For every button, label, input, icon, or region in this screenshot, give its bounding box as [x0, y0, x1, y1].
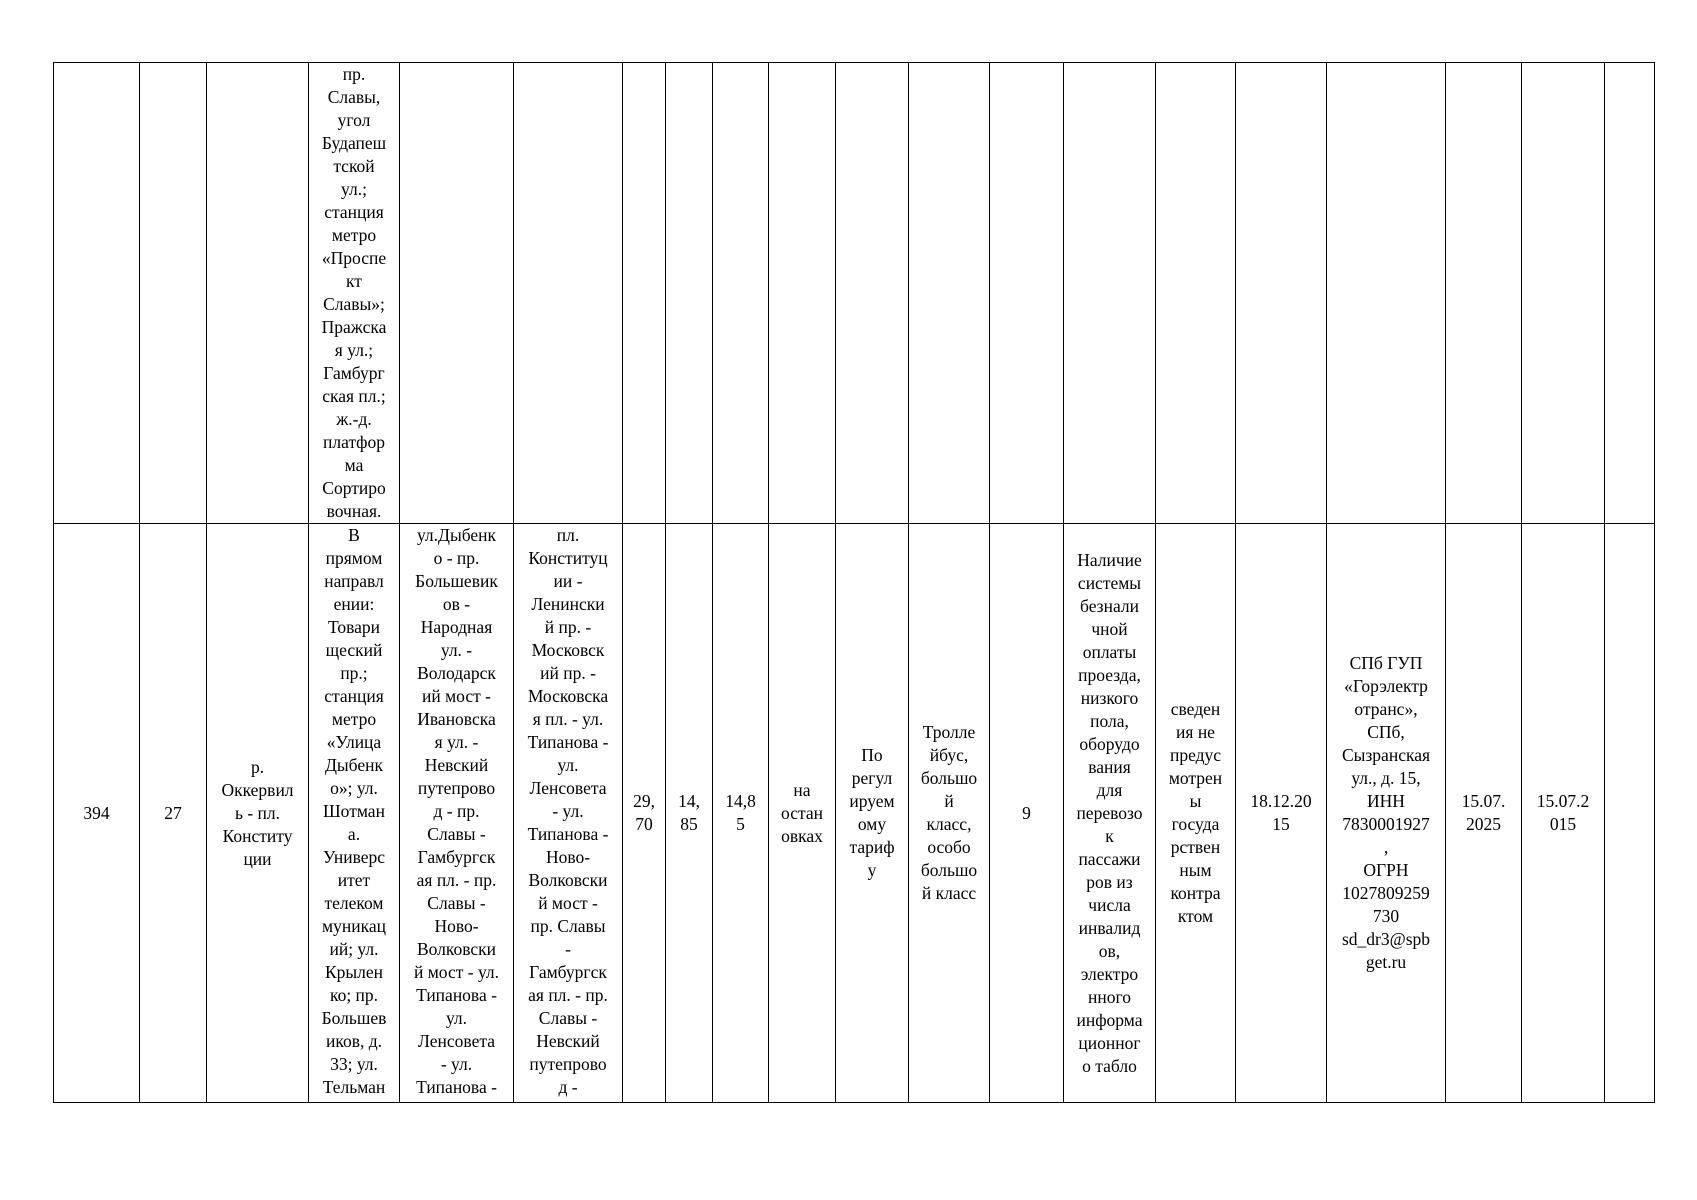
- cell-route-name: [207, 63, 309, 524]
- cell-reg-number: [54, 63, 140, 524]
- cell-carrier: [1327, 63, 1446, 524]
- cell-tariff: По регул ируем ому тариф у: [836, 524, 909, 1103]
- cell-carrier: СПб ГУП «Горэлектр отранс», СПб, Сызранская ул., д. 15, ИНН 7830001927 , ОГРН 1027809259 730 sd_dr3@spb get.ru: [1327, 524, 1446, 1103]
- cell-length-total: [713, 63, 769, 524]
- cell-length-backward: 14, 85: [666, 524, 713, 1103]
- cell-features: Наличие системы безнали чной оплаты проезда, низкого пола, оборудо вания для перевозо к пассажи ров из числа инвалид ов, электро нного информа ционног о табло: [1064, 524, 1156, 1103]
- cell-length-forward: [623, 63, 666, 524]
- cell-streets-backward: пл. Конституц ии - Ленински й пр. - Московск ий пр. - Московска я пл. - ул. Типанова - ул. Ленсовета - ул. Типанова - Ново- Волковски й мост - пр. Славы - Гамбургск ая пл. - пр. Славы - Невский путепрово д -: [514, 524, 623, 1103]
- cell-vehicle: [909, 63, 990, 524]
- cell-contract-info: сведен ия не предус мотрен ы госуда рствен ным контра ктом: [1156, 524, 1236, 1103]
- cell-date-a: 15.07. 2025: [1446, 524, 1522, 1103]
- cell-date-a: [1446, 63, 1522, 524]
- cell-date-b: 15.07.2 015: [1522, 524, 1605, 1103]
- cell-extra: [1605, 524, 1655, 1103]
- cell-streets-backward: [514, 63, 623, 524]
- cell-start-date: 18.12.20 15: [1236, 524, 1327, 1103]
- cell-tariff: [836, 63, 909, 524]
- cell-streets-forward: ул.Дыбенк о - пр. Большевик ов - Народная ул. - Володарск ий мост - Ивановска я ул. - Невский путепрово д - пр. Славы - Гамбургск ая пл. - пр. Славы - Ново- Волковски й мост - ул. Типанова - ул. Ленсовета - ул. Типанова -: [400, 524, 514, 1103]
- routes-register-table: [53, 62, 1655, 1103]
- cell-start-date: [1236, 63, 1327, 524]
- cell-stop-order: на остан овках: [769, 524, 836, 1103]
- cell-vehicle: Тролле йбус, большо й класс, особо большо й класс: [909, 524, 990, 1103]
- cell-streets-forward: [400, 63, 514, 524]
- cell-route-number: 27: [140, 524, 207, 1103]
- cell-reg-number: 394: [54, 524, 140, 1103]
- cell-stop-order: [769, 63, 836, 524]
- cell-route-number: [140, 63, 207, 524]
- table-row: [54, 63, 1655, 524]
- cell-date-b: [1522, 63, 1605, 524]
- cell-stops: пр. Славы, угол Будапеш тской ул.; станция метро «Проспе кт Славы»; Пражска я ул.; Гамбург ская пл.; ж.-д. платфор ма Сортиро вочная.: [309, 63, 400, 524]
- cell-length-backward: [666, 63, 713, 524]
- cell-extra: [1605, 63, 1655, 524]
- cell-length-forward: 29, 70: [623, 524, 666, 1103]
- cell-features: [1064, 63, 1156, 524]
- cell-length-total: 14,8 5: [713, 524, 769, 1103]
- cell-vehicle-count: 9: [990, 524, 1064, 1103]
- cell-route-name: р. Оккервил ь - пл. Конститу ции: [207, 524, 309, 1103]
- cell-contract-info: [1156, 63, 1236, 524]
- table-row: [54, 524, 1655, 1103]
- cell-stops: В прямом направл ении: Товари щеский пр.; станция метро «Улица Дыбенк о»; ул. Шотман а. Универс итет телеком муникац ий; ул. Крылен ко; пр. Большев иков, д. 33; ул. Тельман: [309, 524, 400, 1103]
- cell-vehicle-count: [990, 63, 1064, 524]
